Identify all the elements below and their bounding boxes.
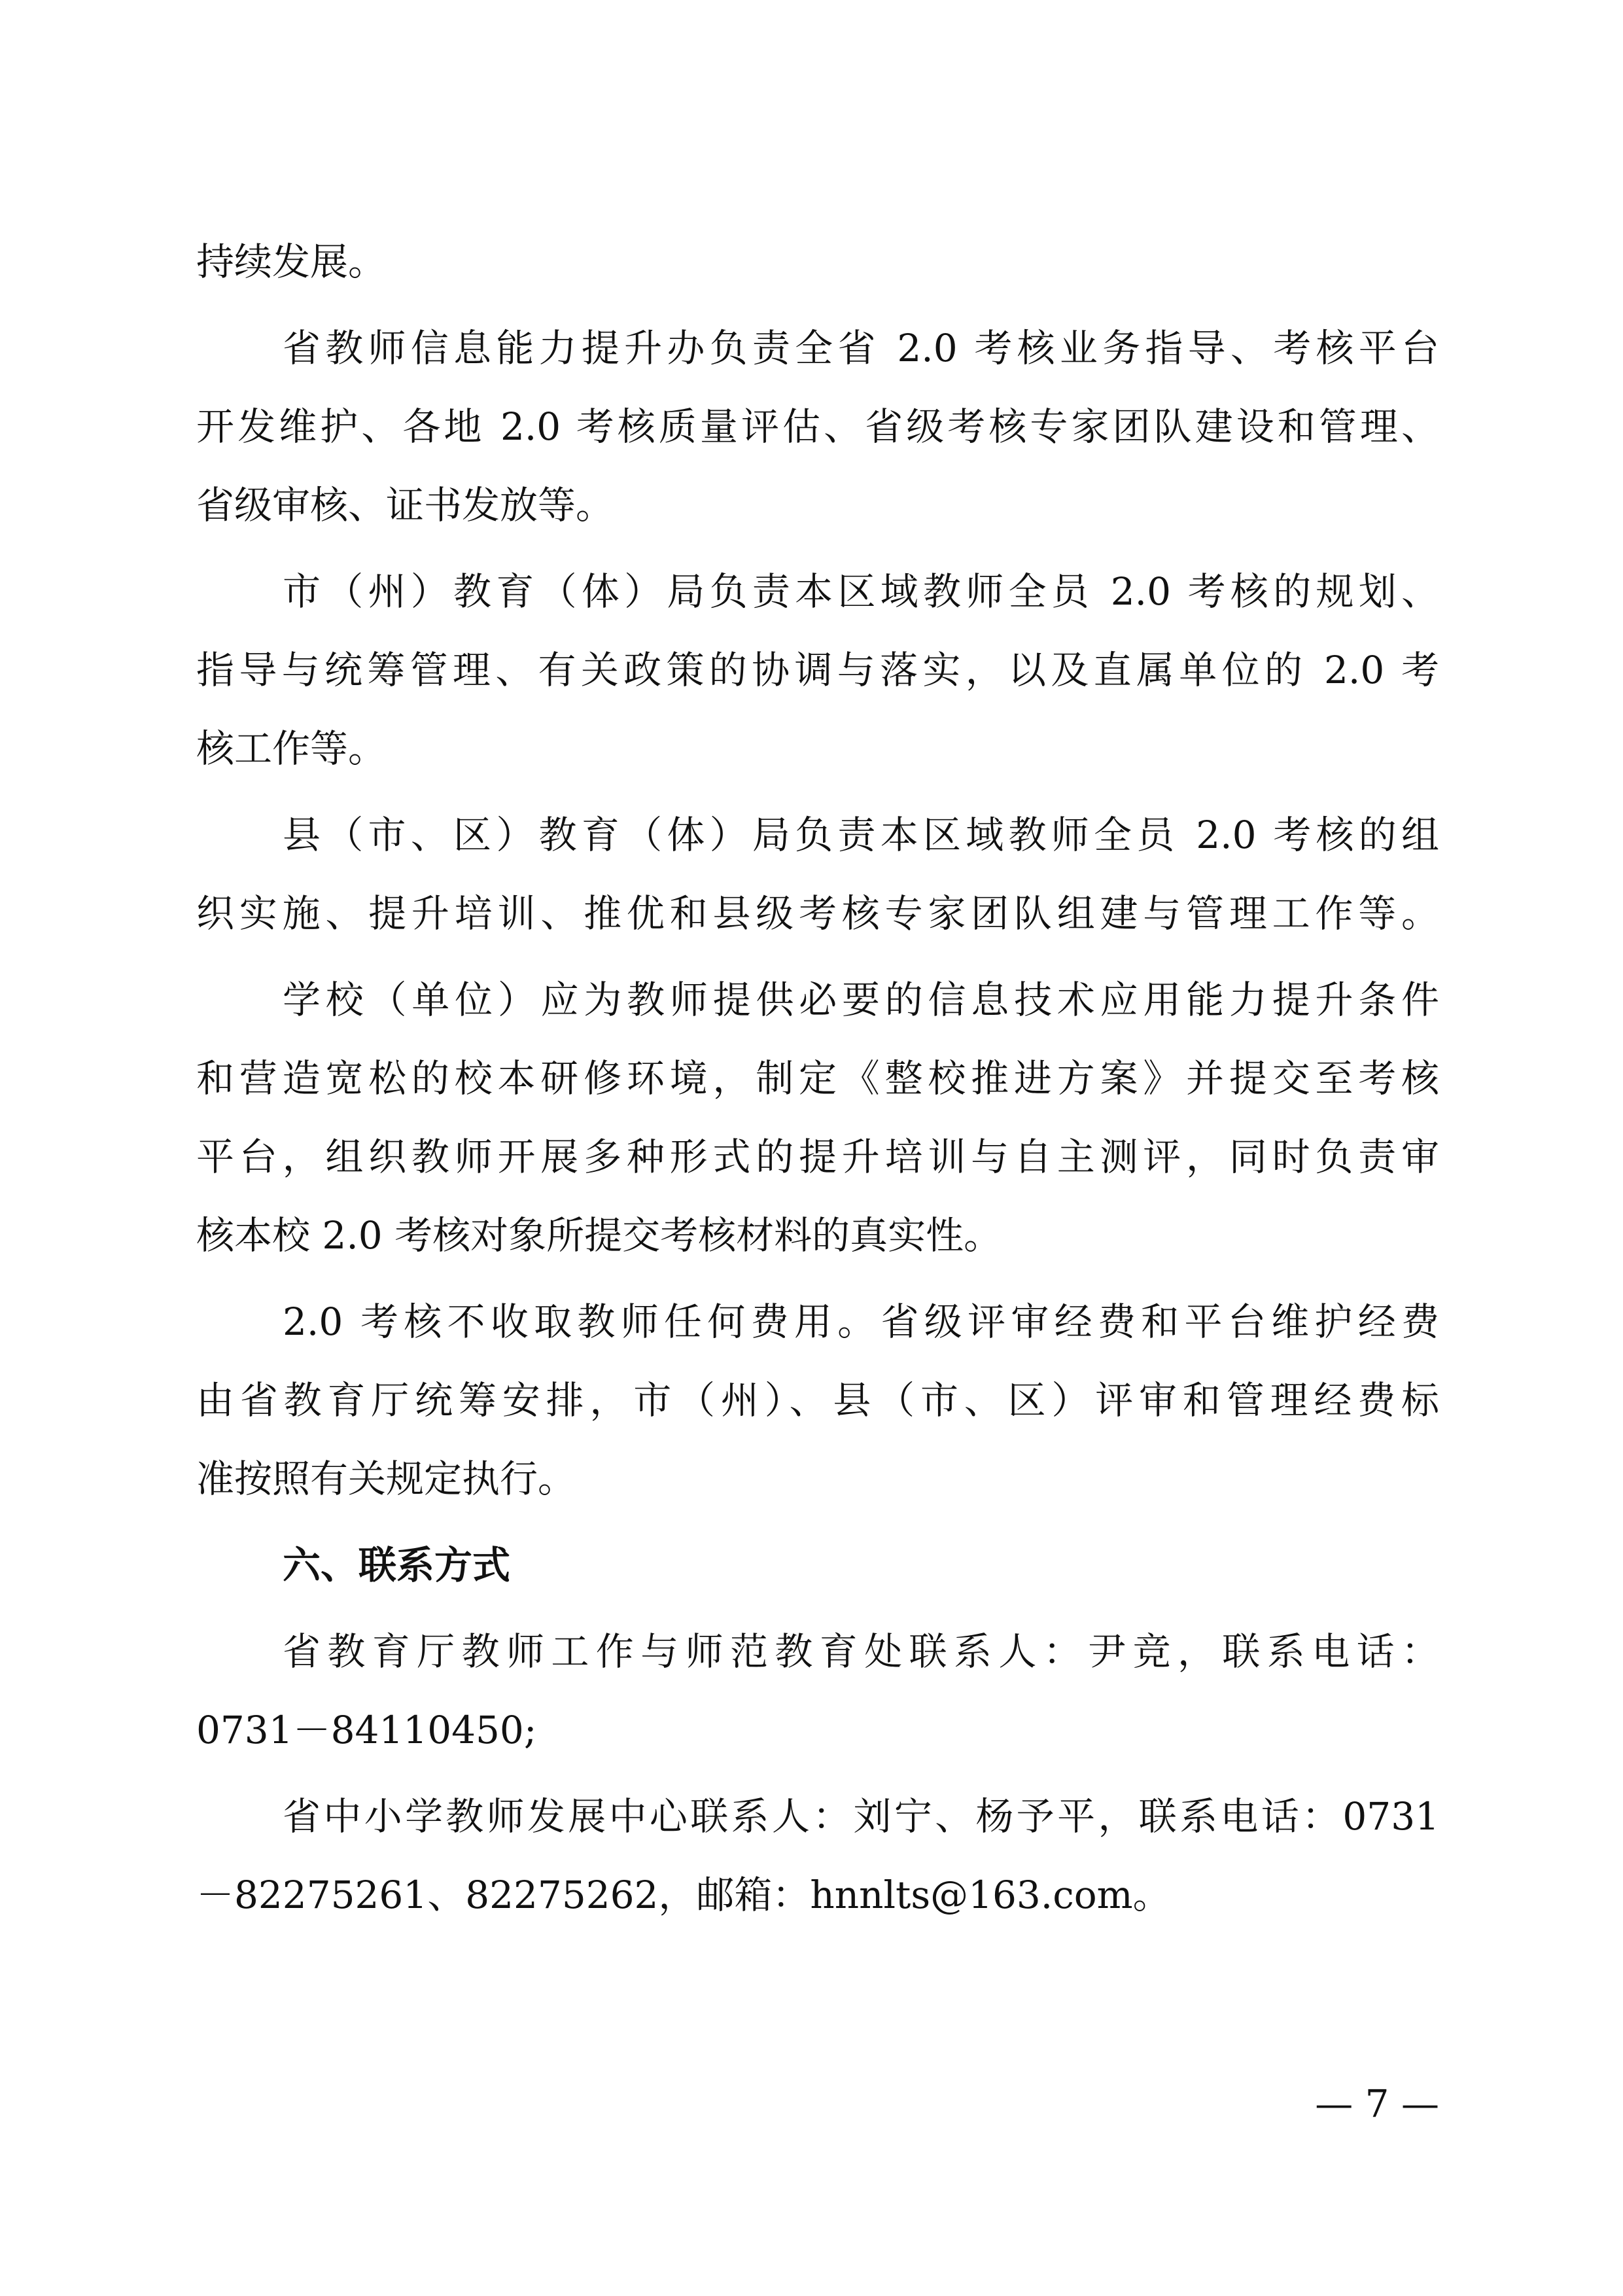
text-line: 开发维护、各地 2.0 考核质量评估、省级考核专家团队建设和管理、 [196, 404, 1439, 449]
text-line: 平台，组织教师开展多种形式的提升培训与自主测评，同时负责审 [196, 1135, 1439, 1179]
text-line: 持续发展。 [196, 239, 387, 284]
text-line: 准按照有关规定执行。 [196, 1457, 576, 1501]
text-line: 2.0 考核不收取教师任何费用。省级评审经费和平台维护经费 [283, 1299, 1439, 1344]
text-line: 由省教育厅统筹安排，市（州）、县（市、区）评审和管理经费标 [196, 1378, 1439, 1422]
text-line: 学校（单位）应为教师提供必要的信息技术应用能力提升条件 [283, 978, 1439, 1022]
page-number: — 7 — [1315, 2081, 1439, 2126]
text-line: 省教育厅教师工作与师范教育处联系人：尹竞，联系电话： [283, 1629, 1439, 1674]
section-heading: 六、联系方式 [283, 1543, 511, 1587]
text-line: 市（州）教育（体）局负责本区域教师全员 2.0 考核的规划、 [283, 569, 1439, 614]
text-line: 0731－84110450; [196, 1708, 537, 1752]
text-line: 指导与统筹管理、有关政策的协调与落实，以及直属单位的 2.0 考 [196, 648, 1439, 692]
text-line: 核本校 2.0 考核对象所提交考核材料的真实性。 [196, 1213, 1002, 1258]
text-line: 织实施、提升培训、推优和县级考核专家团队组建与管理工作等。 [196, 891, 1439, 936]
text-line: 核工作等。 [196, 726, 387, 771]
text-line: 省级审核、证书发放等。 [196, 483, 614, 527]
text-line: 省中小学教师发展中心联系人：刘宁、杨予平，联系电话：0731 [283, 1794, 1439, 1839]
text-line: －82275261、82275262，邮箱：hnnlts@163.com。 [196, 1873, 1171, 1917]
text-line: 县（市、区）教育（体）局负责本区域教师全员 2.0 考核的组 [283, 813, 1439, 857]
text-line: 省教师信息能力提升办负责全省 2.0 考核业务指导、考核平台 [283, 326, 1439, 370]
text-line: 和营造宽松的校本研修环境，制定《整校推进方案》并提交至考核 [196, 1056, 1439, 1101]
